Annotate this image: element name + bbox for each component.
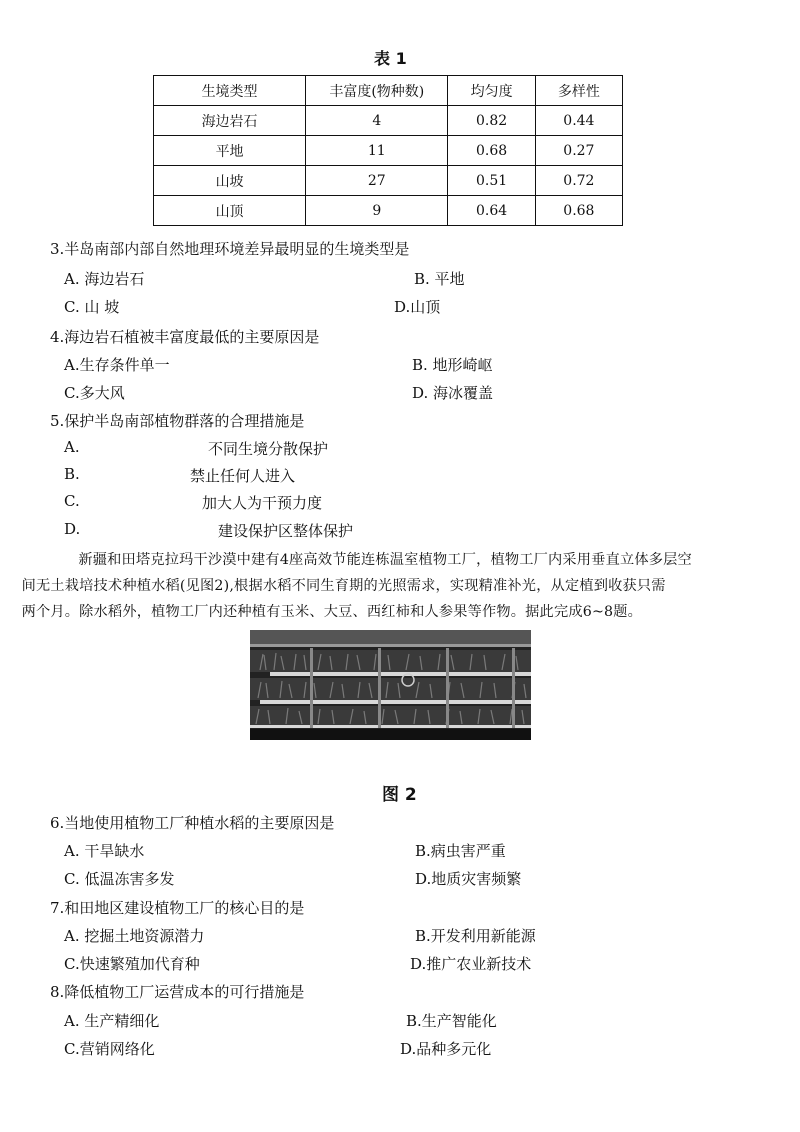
question-5-option-a-letter: A. bbox=[64, 438, 80, 456]
table-row bbox=[154, 136, 623, 166]
table-header-row bbox=[154, 76, 623, 106]
question-5-option-d-letter: D. bbox=[64, 520, 81, 538]
question-7-option-c: C.快速繁殖加代育种 bbox=[64, 955, 200, 973]
table-cell: 27 bbox=[306, 166, 448, 196]
table-cell: 平地 bbox=[154, 136, 306, 166]
question-4-option-b: B. 地形崎岖 bbox=[412, 356, 493, 374]
table-cell: 0.68 bbox=[448, 136, 535, 166]
question-5-stem: 5.保护半岛南部植物群落的合理措施是 bbox=[50, 412, 305, 430]
table-cell: 山坡 bbox=[154, 166, 306, 196]
question-8-option-c: C.营销网络化 bbox=[64, 1040, 155, 1058]
passage-paragraph bbox=[21, 547, 756, 625]
question-3-stem: 3.半岛南部内部自然地理环境差异最明显的生境类型是 bbox=[50, 240, 410, 258]
question-5-option-b-text: 禁止任何人进入 bbox=[190, 467, 296, 485]
question-3-option-c: C. 山 坡 bbox=[64, 298, 120, 316]
question-5-option-b-letter: B. bbox=[64, 465, 80, 483]
question-6-option-d: D.地质灾害频繁 bbox=[415, 870, 522, 888]
question-4-option-c: C.多大风 bbox=[64, 384, 125, 402]
question-5-option-c-letter: C. bbox=[64, 492, 80, 510]
question-6-option-b: B.病虫害严重 bbox=[415, 842, 506, 860]
table-caption: 表 1 bbox=[374, 49, 407, 68]
question-6-option-a: A. 干旱缺水 bbox=[64, 842, 145, 860]
table-cell: 0.27 bbox=[535, 136, 622, 166]
question-7-option-b: B.开发利用新能源 bbox=[415, 927, 536, 945]
question-7-stem: 7.和田地区建设植物工厂的核心目的是 bbox=[50, 899, 305, 917]
table-cell: 山顶 bbox=[154, 196, 306, 226]
question-8-option-d: D.品种多元化 bbox=[400, 1040, 492, 1058]
question-8-option-a: A. 生产精细化 bbox=[64, 1012, 160, 1030]
question-3-option-d: D.山顶 bbox=[394, 298, 441, 316]
question-4-option-a: A.生存条件单一 bbox=[64, 356, 170, 374]
table-cell: 0.44 bbox=[535, 106, 622, 136]
figure-2-caption: 图 2 bbox=[382, 785, 417, 805]
table-cell: 0.51 bbox=[448, 166, 535, 196]
question-6-option-c: C. 低温冻害多发 bbox=[64, 870, 175, 888]
passage-line: 新疆和田塔克拉玛干沙漠中建有4座高效节能连栋温室植物工厂，植物工厂内采用垂直立体多层空 bbox=[78, 552, 692, 568]
table-cell: 11 bbox=[306, 136, 448, 166]
question-4-stem: 4.海边岩石植被丰富度最低的主要原因是 bbox=[50, 328, 320, 346]
table-cell: 9 bbox=[306, 196, 448, 226]
habitat-table bbox=[153, 75, 623, 226]
question-3-option-a: A. 海边岩石 bbox=[64, 270, 145, 288]
table-cell: 海边岩石 bbox=[154, 106, 306, 136]
table-row bbox=[154, 196, 623, 226]
question-7-option-a: A. 挖掘土地资源潜力 bbox=[64, 927, 205, 945]
question-8-option-b: B.生产智能化 bbox=[406, 1012, 497, 1030]
table-cell: 4 bbox=[306, 106, 448, 136]
question-5-option-d-text: 建设保护区整体保护 bbox=[218, 522, 354, 540]
header-evenness: 均匀度 bbox=[448, 76, 535, 106]
header-diversity: 多样性 bbox=[535, 76, 622, 106]
question-3-option-b: B. 平地 bbox=[414, 270, 465, 288]
header-habitat: 生境类型 bbox=[154, 76, 306, 106]
header-richness: 丰富度(物种数) bbox=[306, 76, 448, 106]
passage-line: 两个月。除水稻外，植物工厂内还种植有玉米、大豆、西红柿和人参果等作物。据此完成6~8题。 bbox=[21, 604, 643, 620]
question-7-option-d: D.推广农业新技术 bbox=[410, 955, 532, 973]
table-cell: 0.68 bbox=[535, 196, 622, 226]
question-5-option-c-text: 加大人为干预力度 bbox=[202, 494, 323, 512]
table-cell: 0.82 bbox=[448, 106, 535, 136]
table-cell: 0.64 bbox=[448, 196, 535, 226]
table-cell: 0.72 bbox=[535, 166, 622, 196]
question-6-stem: 6.当地使用植物工厂种植水稻的主要原因是 bbox=[50, 814, 335, 832]
question-4-option-d: D. 海冰覆盖 bbox=[412, 384, 494, 402]
plant-factory-photo bbox=[250, 630, 531, 740]
passage-line: 间无土栽培技术种植水稻(见图2),根据水稻不同生育期的光照需求，实现精准补光，从定植到收获只需 bbox=[21, 578, 666, 594]
question-8-stem: 8.降低植物工厂运营成本的可行措施是 bbox=[50, 983, 305, 1001]
table-row bbox=[154, 166, 623, 196]
question-5-option-a-text: 不同生境分散保护 bbox=[208, 440, 329, 458]
table-row bbox=[154, 106, 623, 136]
